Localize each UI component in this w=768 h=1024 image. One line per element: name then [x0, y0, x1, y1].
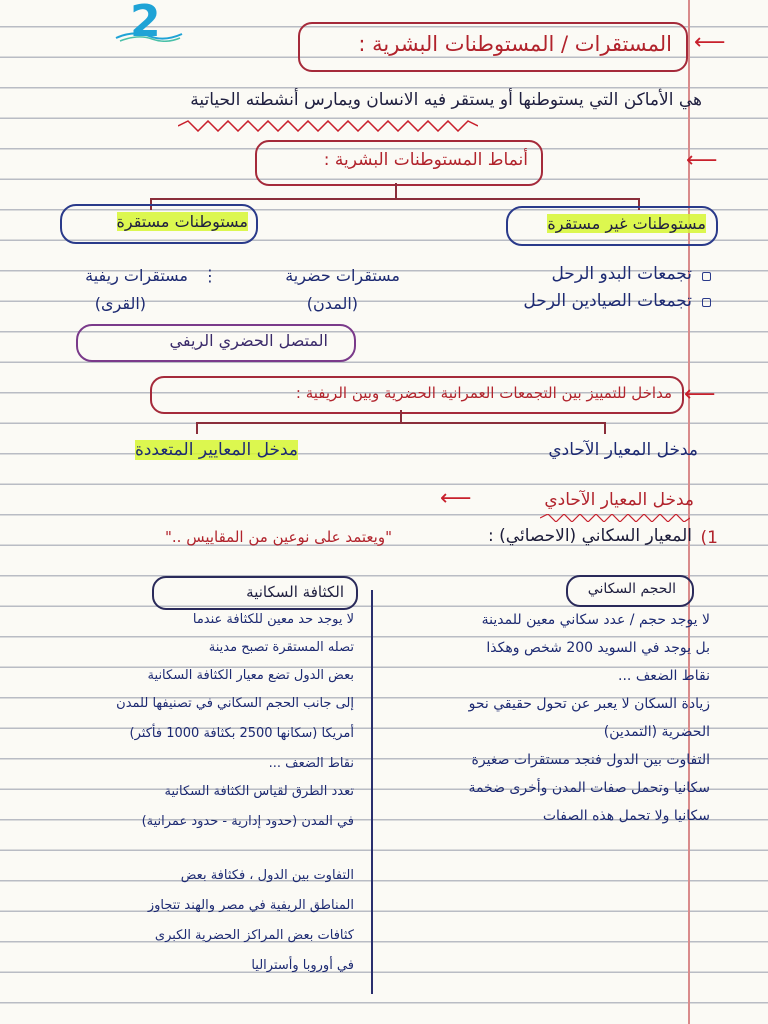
branch-stem	[395, 183, 397, 199]
approaches-stem	[400, 410, 402, 422]
population-num: 1)	[700, 528, 718, 548]
stable-urban-note: (المدن)	[306, 294, 358, 313]
stable-urban: مستقرات حضرية	[285, 266, 400, 285]
left-line-2: تصله المستقرة تصبح مدينة	[208, 640, 354, 655]
left-line-11: كثافات بعض المراكز الحضرية الكبرى	[154, 928, 354, 943]
page-title: المستقرات / المستوطنات البشرية :	[358, 32, 672, 56]
right-line-5: الحضرية (التمدين)	[603, 724, 710, 740]
right-line-8: سكانيا ولا تحمل هذه الصفات	[542, 808, 710, 824]
right-line-2: بل يوجد في السويد 200 شخص وهكذا	[486, 640, 710, 656]
stable-continuum: المتصل الحضري الريفي	[169, 331, 328, 350]
right-line-6: التفاوت بين الدول فنجد مستقرات صغيرة	[471, 752, 710, 768]
unstable-bullet-1	[702, 272, 711, 281]
patterns-arrow-icon: ⟵	[686, 148, 718, 173]
patterns-title: أنماط المستوطنات البشرية :	[323, 150, 528, 170]
definition-text: هي الأماكن التي يستوطنها أو يستقر فيه الانسان ويمارس أنشطته الحياتية	[190, 90, 702, 110]
multiple-criteria: مدخل المعايير المتعددة	[134, 440, 298, 460]
approaches-bar	[196, 422, 606, 424]
approaches-left	[196, 422, 198, 434]
left-line-4: إلى جانب الحجم السكاني في تصنيفها للمدن	[116, 696, 354, 711]
left-line-9: التفاوت بين الدول ، فكثافة بعض	[180, 868, 354, 883]
zigzag-underline	[178, 120, 478, 132]
stable-separator: ⋮	[202, 266, 218, 285]
approaches-title: مداخل للتمييز بين التجمعات العمرانية الحضرية وبين الريفية :	[295, 384, 672, 402]
left-line-7: تعدد الطرق لقياس الكثافة السكانية	[164, 784, 354, 799]
unstable-item-1: تجمعات البدو الرحل	[551, 264, 692, 284]
unstable-label: مستوطنات غير مستقرة	[547, 214, 706, 233]
single-section-underline	[540, 514, 690, 522]
unstable-bullet-2	[702, 298, 711, 307]
branch-bar	[150, 198, 640, 200]
right-line-3: نقاط الضعف ...	[618, 668, 710, 684]
column-divider	[371, 590, 373, 994]
page-number: 2	[130, 0, 161, 47]
right-line-4: زيادة السكان لا يعبر عن تحول حقيقي نحو	[468, 696, 710, 712]
stable-label: مستوطنات مستقرة	[116, 212, 248, 231]
stable-rural: مستقرات ريفية	[85, 266, 188, 285]
population-criterion: المعيار السكاني (الاحصائي) :	[488, 526, 692, 546]
title-arrow-icon: ⟵	[694, 30, 726, 55]
single-section-title: مدخل المعيار الآحادي	[544, 490, 694, 510]
left-line-12: في أوروبا وأستراليا	[251, 958, 354, 973]
stable-rural-note: (القرى)	[94, 294, 146, 313]
left-line-8: في المدن (حدود إدارية - حدود عمرانية)	[141, 814, 354, 829]
right-line-7: سكانيا وتحمل صفات المدن وأخرى ضخمة	[468, 780, 710, 796]
left-line-1: لا يوجد حد معين للكثافة عندما	[192, 612, 354, 627]
single-section-arrow-icon: ⟵	[440, 486, 472, 511]
left-line-6: نقاط الضعف ...	[268, 756, 354, 771]
right-col-title: الحجم السكاني	[587, 581, 676, 597]
unstable-item-2: تجمعات الصيادين الرحل	[523, 291, 692, 311]
left-line-5: أمريكا (سكانها 2500 بكثافة 1000 فأكثر)	[129, 726, 354, 741]
approaches-arrow-icon: ⟵	[684, 382, 716, 407]
quote-text: "ويعتمد على نوعين من المقاييس .."	[165, 528, 392, 546]
left-col-title: الكثافة السكانية	[246, 583, 344, 601]
right-line-1: لا يوجد حجم / عدد سكاني معين للمدينة	[481, 612, 710, 628]
page-number-swoosh	[114, 30, 184, 42]
left-line-10: المناطق الريفية في مصر والهند تتجاوز	[147, 898, 354, 913]
approaches-right	[604, 422, 606, 434]
left-line-3: بعض الدول تضع معيار الكثافة السكانية	[147, 668, 354, 683]
single-criterion: مدخل المعيار الآحادي	[548, 440, 698, 460]
